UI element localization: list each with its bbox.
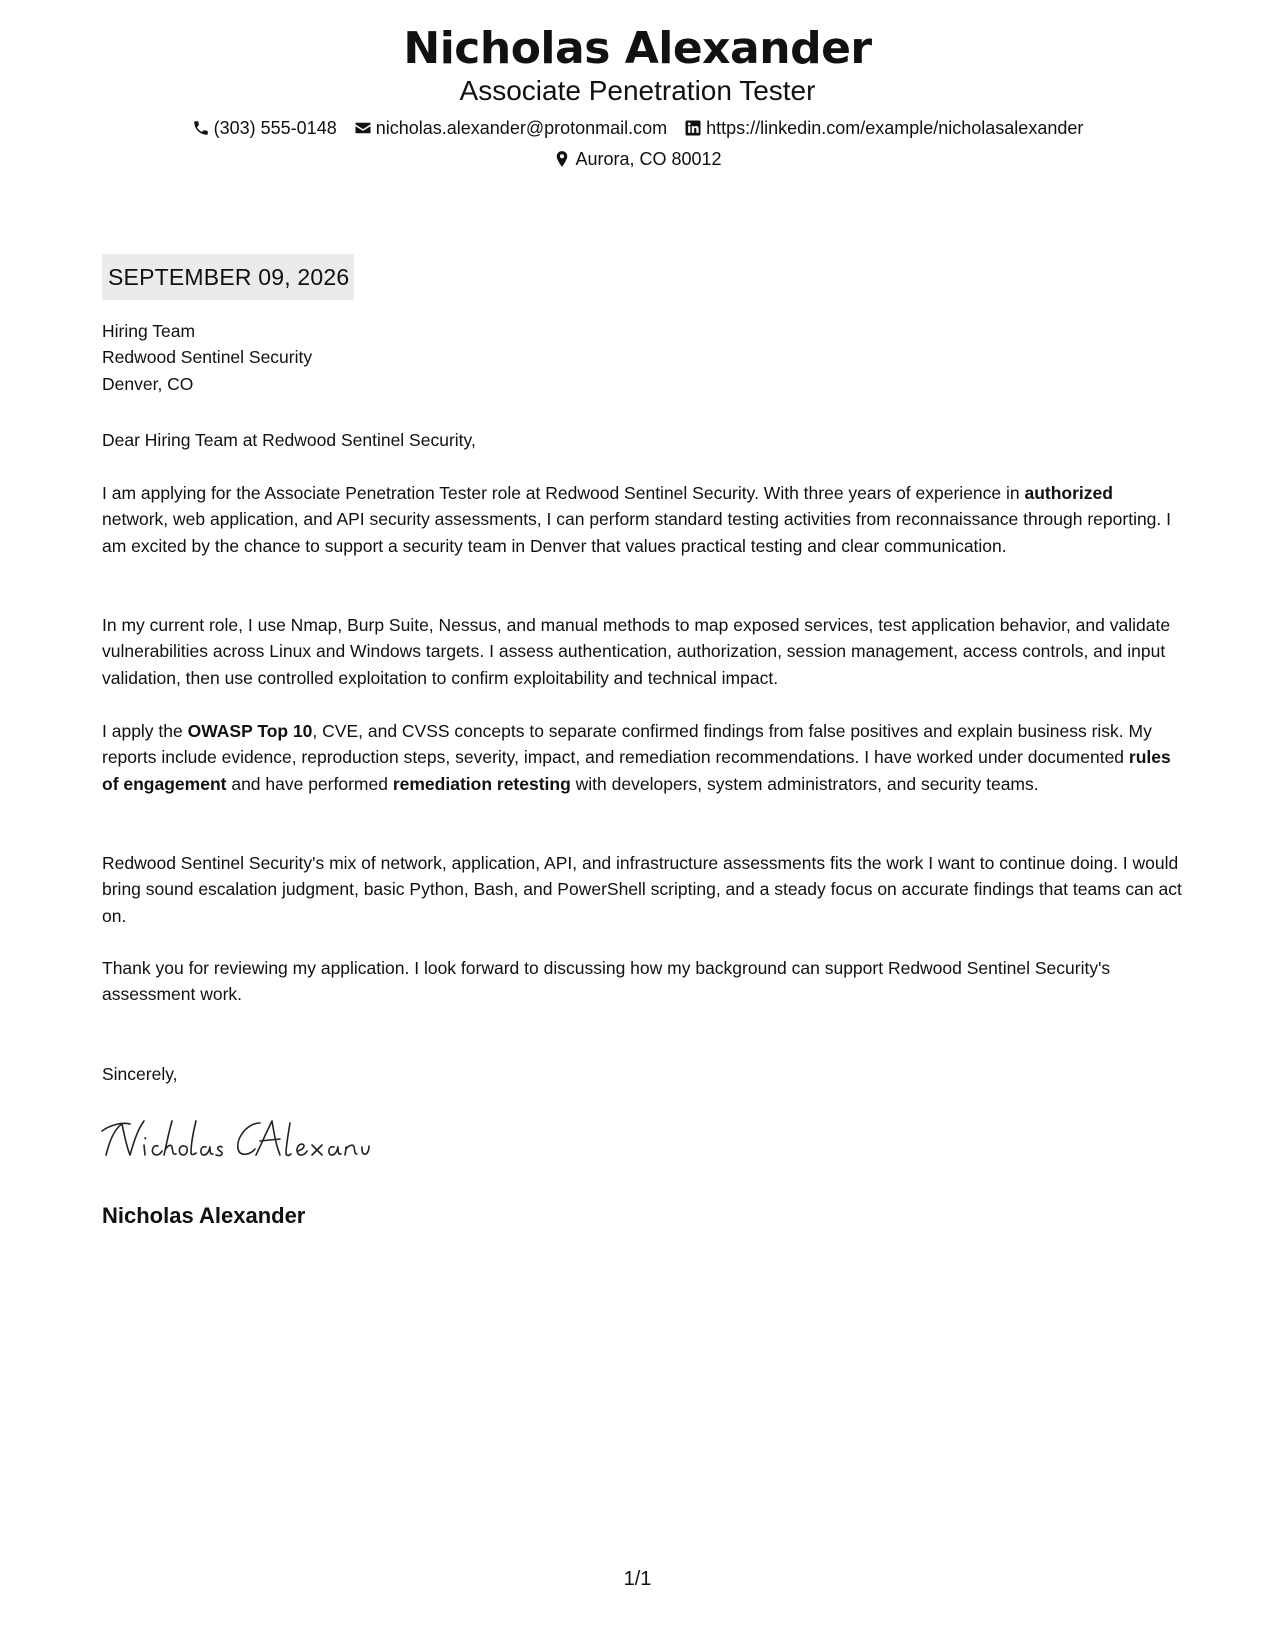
email-text[interactable]: nicholas.alexander@protonmail.com bbox=[375, 118, 668, 138]
contact-phone bbox=[192, 116, 337, 140]
letter-header bbox=[0, 22, 1275, 171]
handwritten-signature bbox=[100, 1115, 370, 1163]
paragraph-2: In my current role, I use Nmap, Burp Suite, Nessus, and manual methods to map exposed services, test application behavior, and validate vulnerabilities across Linux and Windows targets. I assess authentication, authorization, session management, access controls, and input validation, then use controlled exploitation to confirm exploitability and technical impact. bbox=[102, 615, 1171, 688]
recipient-line: Denver, CO bbox=[102, 373, 194, 394]
contact-location bbox=[553, 147, 721, 171]
paragraph-text: I am applying for the Associate Penetration Tester role at Redwood Sentinel Security. With three years of experience in bbox=[102, 483, 1025, 503]
applicant-role: Associate Penetration Tester bbox=[459, 75, 816, 106]
location-text: Aurora, CO 80012 bbox=[575, 149, 722, 169]
paragraph-bold: remediation retesting bbox=[392, 773, 571, 794]
contact-email[interactable] bbox=[354, 116, 667, 140]
applicant-name: Nicholas Alexander bbox=[403, 23, 872, 74]
recipient-block bbox=[102, 318, 1182, 397]
page-indicator: 1/1 bbox=[623, 1568, 652, 1590]
contact-row bbox=[0, 116, 1275, 140]
linkedin-icon bbox=[684, 119, 702, 137]
paragraph-text: and have performed bbox=[226, 773, 393, 794]
paragraph-text: with developers, system administrators, and security teams. bbox=[570, 773, 1039, 794]
paragraph-5: Thank you for reviewing my application. I look forward to discussing how my background can support Redwood Sentinel Security's assessment work. bbox=[102, 958, 1111, 1005]
recipient-line: Redwood Sentinel Security bbox=[102, 347, 313, 368]
map-pin-icon bbox=[553, 150, 571, 168]
paragraph-3 bbox=[102, 718, 1182, 797]
salutation: Dear Hiring Team at Redwood Sentinel Security, bbox=[102, 430, 476, 450]
linkedin-text[interactable]: https://linkedin.com/example/nicholasalexander bbox=[706, 118, 1084, 138]
paragraph-text: network, web application, and API security assessments, I can perform standard testing activities from reconnaissance through reporting. I am excited by the chance to support a security team in Denver that values practical testing and clear communication. bbox=[102, 509, 1172, 556]
phone-text: (303) 555-0148 bbox=[213, 118, 337, 138]
phone-icon bbox=[192, 119, 210, 137]
signer-name: Nicholas Alexander bbox=[102, 1203, 306, 1228]
paragraph-1 bbox=[102, 480, 1182, 559]
paragraph-text: I apply the bbox=[102, 721, 188, 741]
contact-linkedin[interactable] bbox=[684, 116, 1083, 140]
paragraph-bold: authorized bbox=[1024, 483, 1113, 503]
paragraph-bold: rules of engagement bbox=[102, 747, 1171, 794]
envelope-icon bbox=[354, 119, 372, 137]
location-row bbox=[0, 147, 1275, 171]
recipient-line: Hiring Team bbox=[102, 321, 196, 341]
paragraph-4: Redwood Sentinel Security's mix of network, application, API, and infrastructure assessments fits the work I want to continue doing. I would bring sound escalation judgment, basic Python, Bash, and PowerShell scripting, and a steady focus on accurate findings that teams can act on. bbox=[102, 853, 1182, 926]
letter-date: SEPTEMBER 09, 2026 bbox=[102, 254, 354, 300]
paragraph-text: , CVE, and CVSS concepts to separate confirmed findings from false positives and explain business risk. My reports include evidence, reproduction steps, severity, impact, and remediation recommendations. I have worked under documented bbox=[102, 721, 1152, 768]
paragraph-bold: OWASP Top 10 bbox=[187, 721, 313, 741]
closing: Sincerely, bbox=[102, 1064, 178, 1084]
